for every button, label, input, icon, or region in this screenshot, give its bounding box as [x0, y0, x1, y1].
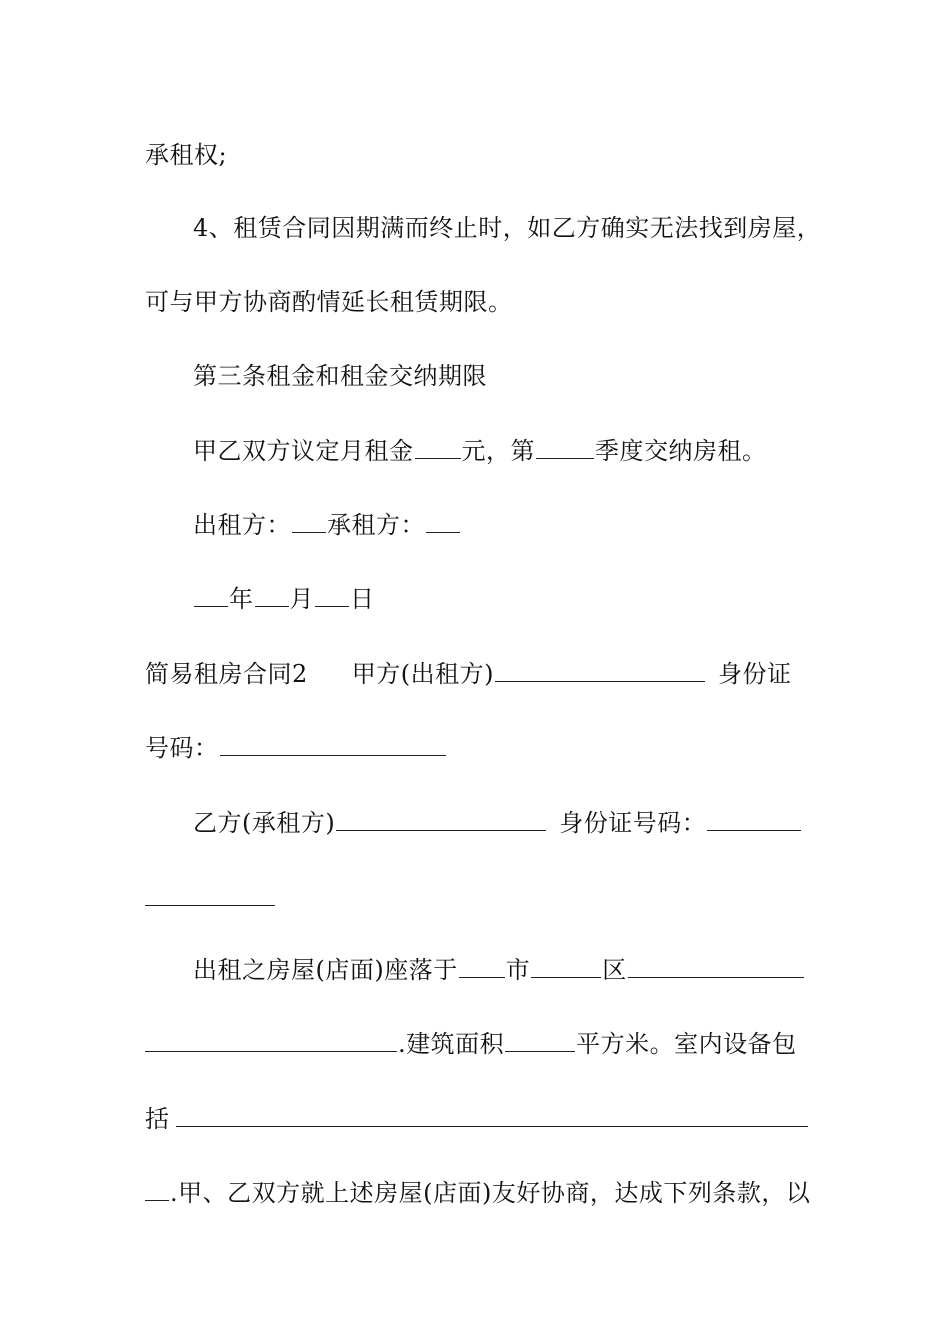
paragraph-line — [145, 1104, 809, 1134]
date-line — [193, 584, 375, 614]
rent-text: 元，第 — [461, 437, 535, 465]
equipment-blank-continued[interactable] — [145, 1178, 169, 1201]
party-b-id-blank[interactable] — [707, 808, 801, 831]
location-label: 出租之房屋(店面)座落于 — [193, 956, 458, 984]
id-number-label: 号码： — [145, 734, 219, 762]
contract-2-title: 简易租房合同2 — [145, 660, 308, 688]
section-heading — [193, 361, 487, 391]
month-label: 月 — [289, 585, 314, 613]
rent-text: 季度交纳房租。 — [595, 437, 767, 465]
address-blank-continued[interactable] — [145, 1029, 397, 1052]
text-tenancy-right: 承租权; — [145, 141, 228, 169]
city-label: 市 — [505, 956, 531, 984]
address-blank[interactable] — [628, 955, 804, 978]
paragraph-line — [145, 287, 513, 317]
agreement-text: .甲、乙双方就上述房屋(店面)友好协商，达成下列条款，以 — [170, 1179, 811, 1207]
party-b-blank[interactable] — [336, 808, 546, 831]
equipment-label: 括 — [145, 1105, 170, 1133]
paragraph-line — [145, 1029, 797, 1059]
lessee-label: 承租方： — [327, 511, 425, 539]
quarter-blank[interactable] — [536, 436, 594, 459]
party-b-id-blank-continued[interactable] — [145, 905, 275, 906]
lessor-label: 出租方： — [193, 511, 291, 539]
rent-amount-blank[interactable] — [415, 436, 461, 459]
lessee-blank[interactable] — [426, 510, 460, 533]
paragraph-line — [145, 733, 447, 763]
paragraph-line — [145, 659, 792, 689]
clause-4-text: 4、租赁合同因期满而终止时，如乙方确实无法找到房屋， — [193, 214, 822, 242]
equipment-blank[interactable] — [176, 1104, 808, 1127]
area-blank[interactable] — [505, 1029, 575, 1052]
area-unit-text: 平方米。室内设备包 — [576, 1030, 797, 1058]
year-label: 年 — [229, 585, 254, 613]
signature-line — [193, 510, 461, 540]
paragraph-line — [145, 140, 227, 170]
paragraph-line — [193, 955, 805, 985]
district-label: 区 — [602, 956, 627, 984]
district-blank[interactable] — [531, 955, 601, 978]
clause-4-continuation: 可与甲方协商酌情延长租赁期限。 — [145, 288, 513, 316]
paragraph-line — [193, 213, 821, 243]
paragraph-line — [145, 1178, 810, 1208]
id-label: 身份证 — [718, 660, 792, 688]
day-label: 日 — [350, 585, 375, 613]
city-blank[interactable] — [459, 955, 505, 978]
party-a-blank[interactable] — [495, 659, 705, 682]
lessor-blank[interactable] — [292, 510, 326, 533]
party-a-label: 甲方(出租方) — [351, 660, 495, 688]
day-blank[interactable] — [315, 584, 349, 607]
rent-text: 甲乙双方议定月租金 — [193, 437, 414, 465]
area-label: .建筑面积 — [398, 1030, 505, 1058]
article-3-title: 第三条租金和租金交纳期限 — [193, 362, 487, 390]
party-b-label: 乙方(承租方) — [193, 809, 336, 837]
party-a-id-blank[interactable] — [220, 733, 446, 756]
year-blank[interactable] — [194, 584, 228, 607]
paragraph-line — [193, 436, 767, 466]
party-b-id-label: 身份证号码： — [559, 809, 707, 837]
paragraph-line — [193, 808, 802, 838]
month-blank[interactable] — [255, 584, 289, 607]
